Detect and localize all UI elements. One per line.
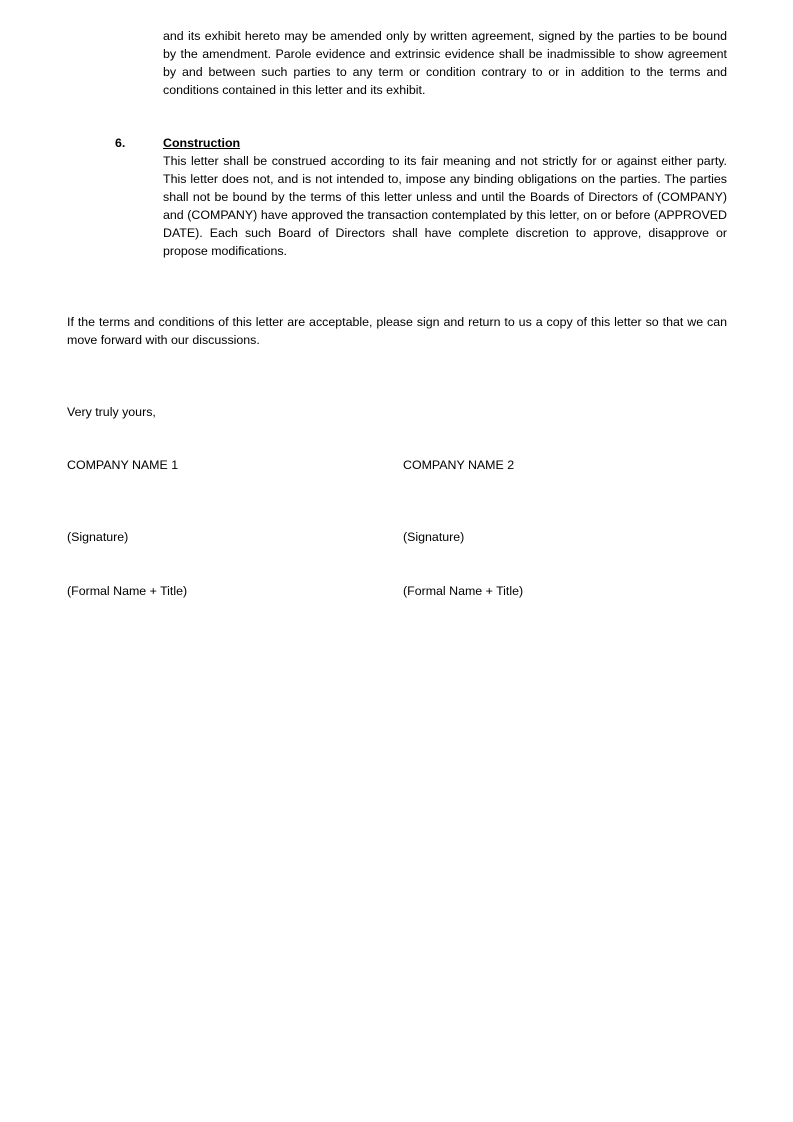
signature-placeholder: (Signature) [403, 530, 465, 544]
company-name: COMPANY NAME 1 [67, 458, 179, 472]
signature-placeholder: (Signature) [67, 530, 129, 544]
formal-name-title: (Formal Name + Title) [67, 584, 188, 598]
salutation: Very truly yours, [67, 405, 156, 419]
section-body: This letter shall be construed according to its fair meaning and not strictly for or against either party. This letter does not, and is not intended to, impose any binding obligations on the parties. The parties shall not be bound by the terms of this letter unless and until the Boards of Directors of (COMPANY) and (COMPANY) have approved the transaction contemplated by this letter, on or before (APPROVED DATE). Each such Board of Directors shall have complete discretion to approve, disapprove or propose modifications. [163, 154, 727, 258]
formal-name-title: (Formal Name + Title) [403, 584, 524, 598]
section-number: 6. [115, 136, 126, 150]
continuation-paragraph: and its exhibit hereto may be amended only by written agreement, signed by the parties to be bound by the amendment. Parole evidence and extrinsic evidence shall be inadmissible to show agreement by and between such parties to any term or condition contrary to or in addition to the terms and conditions contained in this letter and its exhibit. [163, 29, 727, 97]
closing-paragraph: If the terms and conditions of this letter are acceptable, please sign and return to us a copy of this letter so that we can move forward with our discussions. [67, 315, 727, 347]
company-name: COMPANY NAME 2 [403, 458, 515, 472]
section-heading: Construction [163, 136, 241, 150]
